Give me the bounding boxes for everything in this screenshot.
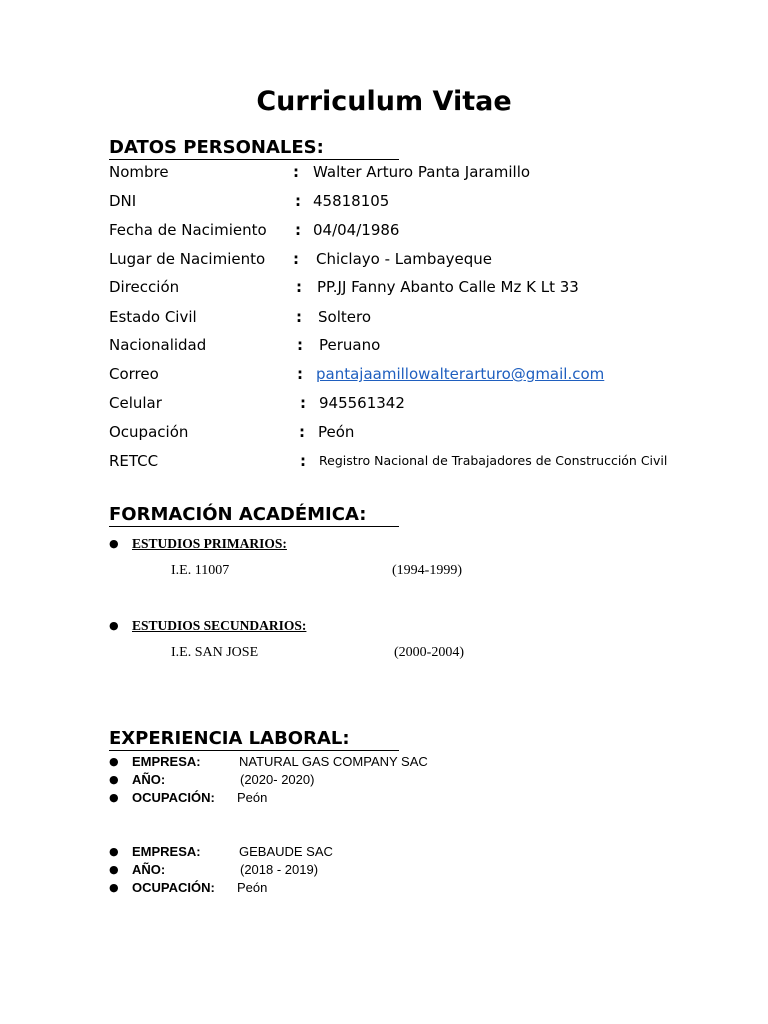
bullet-icon: ● (109, 791, 119, 804)
bullet-icon: ● (109, 537, 119, 550)
bullet-icon: ● (109, 755, 119, 768)
row-label: DNI (109, 192, 137, 210)
row-colon: : (295, 192, 301, 210)
year-label: AÑO: (132, 862, 166, 877)
section-heading-education: FORMACIÓN ACADÉMICA: (109, 504, 399, 527)
row-label: Estado Civil (109, 308, 197, 326)
personal-row-retcc (109, 449, 669, 473)
row-colon: : (295, 221, 301, 239)
education-level: ESTUDIOS SECUNDARIOS: (132, 618, 307, 633)
bullet-icon: ● (109, 773, 119, 786)
row-label: Ocupación (109, 423, 189, 441)
row-colon: : (297, 336, 303, 354)
bullet-icon: ● (109, 881, 119, 894)
row-label: Nacionalidad (109, 336, 207, 354)
personal-row-birthplace (109, 247, 669, 271)
experience-year-line (109, 771, 529, 789)
occupation-value: Peón (237, 880, 268, 895)
personal-row-dni (109, 189, 669, 213)
personal-row-address (109, 275, 669, 299)
section-heading-experience: EXPERIENCIA LABORAL: (109, 728, 399, 751)
row-colon: : (293, 250, 299, 268)
row-label: Lugar de Nacimiento (109, 250, 266, 268)
row-value: 45818105 (313, 192, 390, 210)
personal-row-email (109, 362, 669, 386)
education-years: (1994-1999) (392, 563, 462, 578)
row-value: 04/04/1986 (313, 221, 400, 239)
bullet-icon: ● (109, 863, 119, 876)
row-label: Celular (109, 394, 162, 412)
row-colon: : (296, 278, 302, 296)
row-label: Fecha de Nacimiento (109, 221, 267, 239)
year-label: AÑO: (132, 772, 166, 787)
personal-row-nationality (109, 333, 669, 357)
personal-row-name (109, 160, 669, 184)
occupation-value: Peón (237, 790, 268, 805)
experience-occupation-line (109, 879, 529, 897)
row-value: PP.JJ Fanny Abanto Calle Mz K Lt 33 (317, 278, 579, 296)
year-value: (2020- 2020) (240, 772, 315, 787)
company-label: EMPRESA: (132, 754, 201, 769)
row-colon: : (297, 365, 303, 383)
email-link[interactable]: pantajaamillowalterarturo@gmail.com (316, 365, 605, 383)
row-value: Walter Arturo Panta Jaramillo (313, 163, 531, 181)
row-colon: : (300, 452, 306, 470)
education-level: ESTUDIOS PRIMARIOS: (132, 536, 287, 551)
row-value: Registro Nacional de Trabajadores de Construcción Civil (319, 453, 668, 468)
experience-company-line (109, 753, 529, 771)
personal-row-occupation (109, 420, 669, 444)
row-colon: : (296, 308, 302, 326)
bullet-icon: ● (109, 619, 119, 632)
row-value (316, 362, 604, 386)
section-heading-personal: DATOS PERSONALES: (109, 137, 399, 160)
personal-row-civil-status (109, 305, 669, 329)
row-label: RETCC (109, 452, 159, 470)
personal-row-birthdate (109, 218, 669, 242)
experience-occupation-line (109, 789, 529, 807)
year-value: (2018 - 2019) (240, 862, 319, 877)
row-label: Correo (109, 365, 159, 383)
experience-year-line (109, 861, 529, 879)
row-colon: : (300, 394, 306, 412)
experience-company-line (109, 843, 529, 861)
row-value: Peón (318, 423, 355, 441)
education-school: I.E. 11007 (171, 563, 230, 578)
bullet-icon: ● (109, 845, 119, 858)
row-label: Nombre (109, 163, 169, 181)
company-label: EMPRESA: (132, 844, 201, 859)
company-value: NATURAL GAS COMPANY SAC (239, 754, 428, 769)
company-value: GEBAUDE SAC (239, 844, 333, 859)
row-value: 945561342 (319, 394, 405, 412)
education-item-primary (109, 535, 509, 555)
row-value: Chiclayo - Lambayeque (316, 250, 492, 268)
row-colon: : (299, 423, 305, 441)
document-title: Curriculum Vitae (256, 86, 512, 117)
row-label: Dirección (109, 278, 180, 296)
row-value: Soltero (318, 308, 371, 326)
education-school: I.E. SAN JOSE (171, 645, 259, 660)
education-item-secondary (109, 617, 509, 637)
row-colon: : (293, 163, 299, 181)
occupation-label: OCUPACIÓN: (132, 880, 215, 895)
personal-row-phone (109, 391, 669, 415)
education-years: (2000-2004) (394, 645, 464, 660)
occupation-label: OCUPACIÓN: (132, 790, 215, 805)
row-value: Peruano (319, 336, 381, 354)
